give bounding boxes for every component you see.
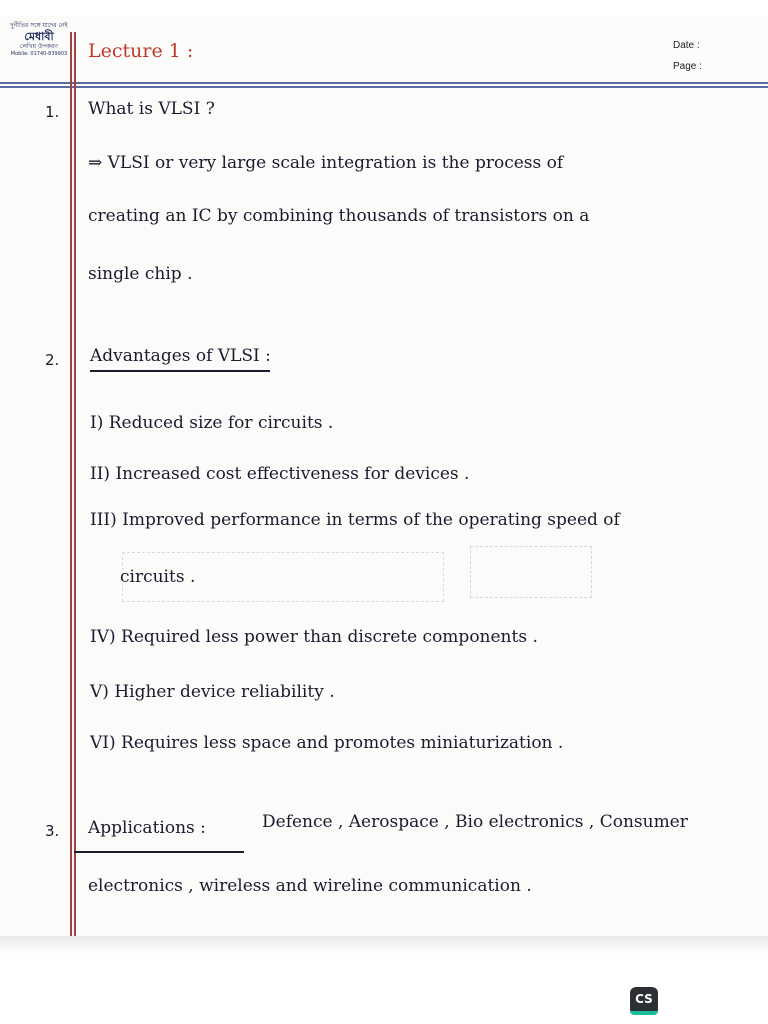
header-rule-bottom [0,86,768,88]
text-line: electronics , wireless and wireline communication . [88,876,532,896]
section-number: 2. [45,351,60,369]
text-line: single chip . [88,264,193,284]
date-label: Date : [673,40,700,51]
heading-underline [74,851,244,853]
section-heading: Advantages of VLSI : [90,346,271,366]
logo-tagline: দুর্নীতির সঙ্গে যাদের নেই [10,22,68,29]
list-item: V) Higher device reliability . [90,682,335,702]
text-line: creating an IC by combining thousands of transistors on a [88,206,590,226]
page-label: Page : [673,61,702,72]
heading-underline [90,370,270,372]
camscanner-badge[interactable]: CS [630,987,658,1015]
logo-contact: Mobile: 01740-839903 [10,51,68,57]
list-item: VI) Requires less space and promotes miniaturization . [90,733,564,753]
logo-subtitle: লেখিয় উপকরণ [20,43,58,50]
show-through-box [470,546,592,598]
margin-line-right [74,32,76,950]
logo-brand: মেধাবী [24,30,54,43]
list-item: III) Improved performance in terms of the operating speed of [90,510,620,530]
text-line: Defence , Aerospace , Bio electronics , Consumer [262,812,688,832]
section-number: 1. [45,103,60,121]
list-item: circuits . [120,567,196,587]
page-edge-shadow [0,936,768,954]
section-number: 3. [45,822,60,840]
header-rule-top [0,82,768,84]
margin-line-left [70,32,72,950]
list-item: I) Reduced size for circuits . [90,413,334,433]
stationery-logo [10,22,68,76]
text-line: ⇒ VLSI or very large scale integration is the process of [88,153,564,173]
list-item: II) Increased cost effectiveness for devices . [90,464,470,484]
section-heading: Applications : [88,818,206,838]
page-title: Lecture 1 : [88,40,194,62]
list-item: IV) Required less power than discrete components . [90,627,538,647]
section-heading: What is VLSI ? [88,99,215,119]
